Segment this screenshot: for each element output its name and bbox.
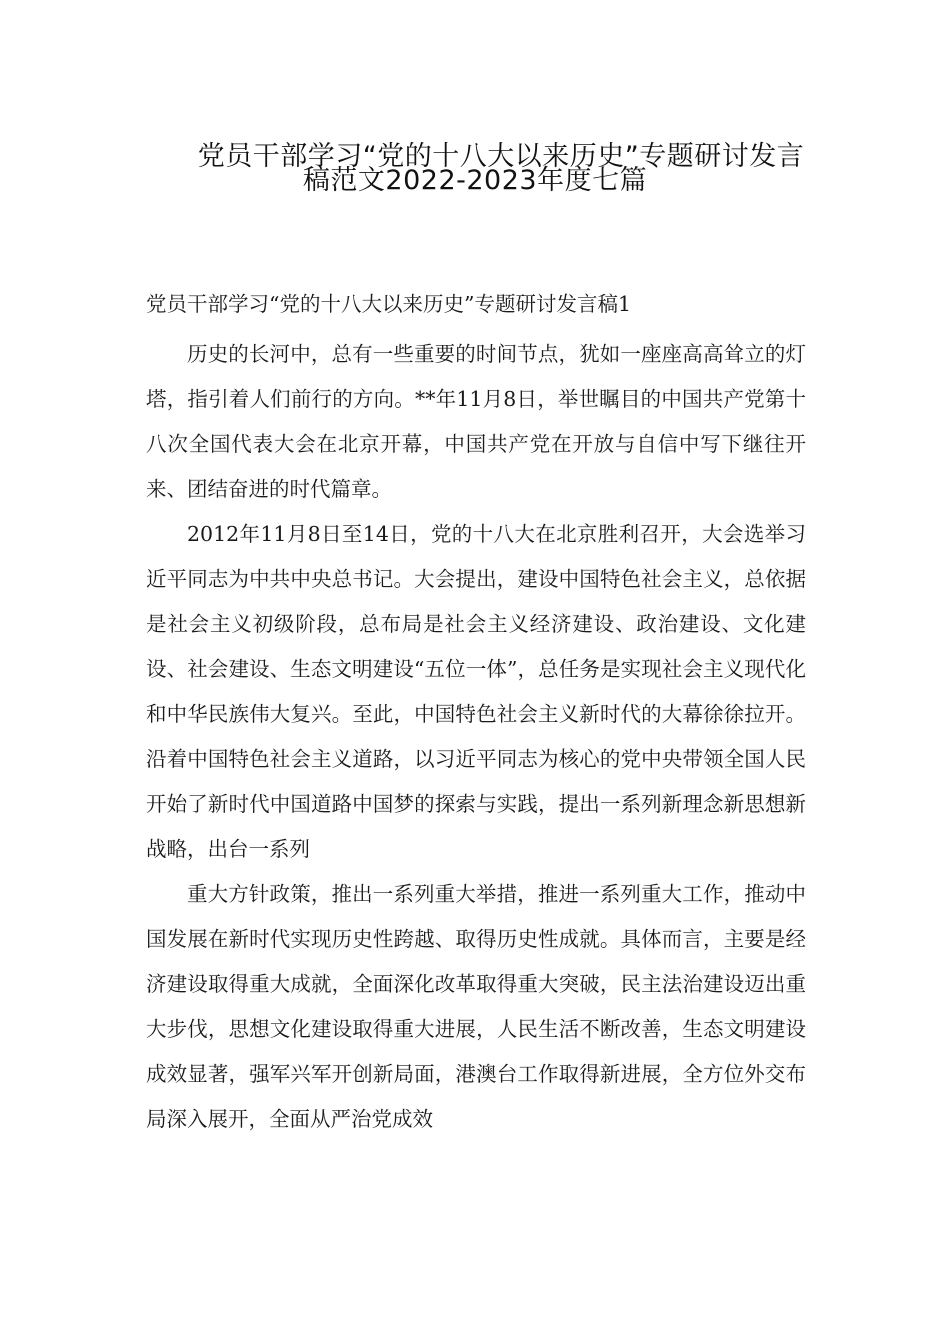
document-body [146, 332, 806, 1142]
paragraph: 2012年11月8日至14日，党的十八大在北京胜利召开，大会选举习近平同志为中共中央总书记。大会提出，建设中国特色社会主义，总依据是社会主义初级阶段，总布局是社会主义经济建设、政治建设、文化建设、社会建设、生态文明建设“五位一体”，总任务是实现社会主义现代化和中华民族伟大复兴。至此，中国特色社会主义新时代的大幕徐徐拉开。沿着中国特色社会主义道路，以习近平同志为核心的党中央带领全国人民开始了新时代中国道路中国梦的探索与实践，提出一系列新理念新思想新战略，出台一系列 [146, 522, 806, 861]
document-title-line-1: 党员干部学习“党的十八大以来历史”专题研讨发言 [197, 141, 805, 172]
document-title-line-2: 稿范文2022-2023年度七篇 [302, 165, 648, 196]
paragraph: 重大方针政策，推出一系列重大举措，推进一系列重大工作，推动中国发展在新时代实现历史性跨越、取得历史性成就。具体而言，主要是经济建设取得重大成就，全面深化改革取得重大突破，民主法治建设迈出重大步伐，思想文化建设取得重大进展，人民生活不断改善，生态文明建设成效显著，强军兴军开创新局面，港澳台工作取得新进展，全方位外交布局深入展开，全面从严治党成效 [146, 882, 806, 1131]
paragraph: 历史的长河中，总有一些重要的时间节点，犹如一座座高高耸立的灯塔，指引着人们前行的方向。**年11月8日，举世瞩目的中国共产党第十八次全国代表大会在北京开幕，中国共产党在开放与自信中写下继往开来、团结奋进的时代篇章。 [146, 342, 806, 501]
section-heading: 党员干部学习“党的十八大以来历史”专题研讨发言稿1 [146, 292, 632, 316]
